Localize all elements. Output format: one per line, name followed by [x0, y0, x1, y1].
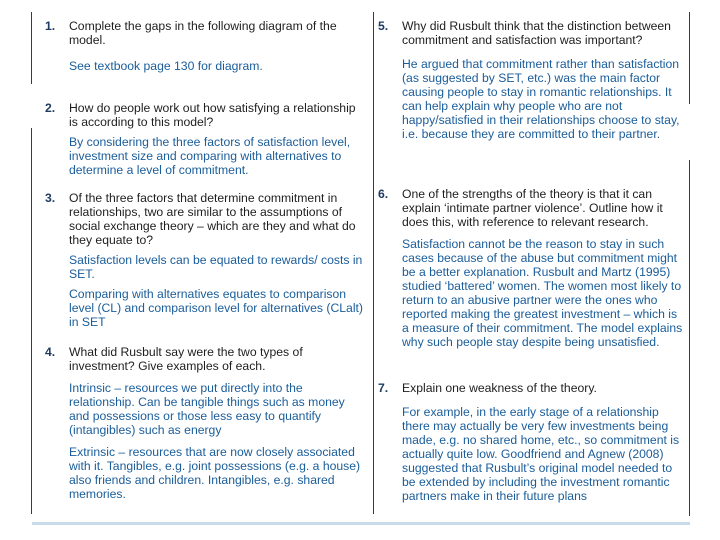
- question-1: [37, 19, 363, 101]
- right-column: [370, 19, 686, 503]
- question-2: [37, 101, 363, 191]
- question-text: Explain one weakness of the theory.: [402, 381, 597, 395]
- answer-text: Intrinsic – resources we put directly into the relationship. Can be tangible things such as money and possessions or those less easy to quantify (intangibles) such as energy: [69, 381, 345, 437]
- question-text: How do people work out how satisfying a relationship is according to this model?: [69, 101, 356, 129]
- question-text: Complete the gaps in the following diagram of the model.: [69, 19, 337, 47]
- question-text: What did Rusbult say were the two types of investment? Give examples of each.: [69, 345, 303, 373]
- question-6: [370, 187, 686, 381]
- question-text: Why did Rusbult think that the distinction between commitment and satisfaction was important?: [402, 19, 671, 47]
- question-3: [37, 191, 363, 345]
- left-border-bottom: [31, 128, 32, 514]
- question-number: 5.: [378, 19, 389, 33]
- question-4: [37, 345, 363, 501]
- answer-text: Satisfaction cannot be the reason to stay in such cases because of the abuse but commitment might be a better explanation. Rusbult and Martz (1995) studied ‘battered’ women. The women most likely to return to an abusive partner were the ones who reported making the greatest investment – which is a measure of their commitment. The model explains why such people stay despite being unsatisfied.: [402, 237, 683, 349]
- answer-text: Extrinsic – resources that are now closely associated with it. Tangibles, e.g. joint possessions (e.g. a house) also friends and children. Intangibles, e.g. shared memories.: [69, 445, 361, 501]
- question-7: [370, 381, 686, 503]
- bottom-rule: [32, 522, 690, 525]
- question-number: 6.: [378, 187, 389, 201]
- answer-text: See textbook page 130 for diagram.: [69, 59, 263, 73]
- answer-text: He argued that commitment rather than satisfaction (as suggested by SET, etc.) was the main factor causing people to stay in romantic relationships. It can help explain why people who are not happy/satisfied in their relationships choose to stay, i.e. because they are committed to their partner.: [402, 57, 680, 141]
- question-number: 7.: [378, 381, 389, 395]
- right-border-upper: [689, 12, 690, 104]
- question-5: [370, 19, 686, 187]
- answer-text: Satisfaction levels can be equated to rewards/ costs in SET.: [69, 253, 363, 281]
- answer-text: By considering the three factors of satisfaction level, investment size and comparing with alternatives to determine a level of commitment.: [69, 135, 351, 177]
- question-number: 3.: [45, 191, 56, 205]
- left-column: [37, 19, 363, 501]
- question-text: One of the strengths of the theory is that it can explain ‘intimate partner violence’. Outline how it does this, with reference to relevant research.: [402, 187, 663, 229]
- question-number: 2.: [45, 101, 56, 115]
- left-border-top: [31, 12, 32, 84]
- question-text: Of the three factors that determine commitment in relationships, two are similar to the assumptions of social exchange theory – which are they and what do they equate to?: [69, 191, 356, 247]
- question-number: 4.: [45, 345, 56, 359]
- answer-text: Comparing with alternatives equates to comparison level (CL) and comparison level for alternatives (CLalt) in SET: [69, 287, 363, 329]
- answer-text: For example, in the early stage of a relationship there may actually be very few investments being made, e.g. no shared home, etc., so commitment is actually quite low. Goodfriend and Agnew (2008) suggested that Rusbult’s original model needed to be extended by including the investment romantic partners make in their future plans: [402, 405, 680, 503]
- right-border-lower: [689, 160, 690, 516]
- question-number: 1.: [45, 19, 56, 33]
